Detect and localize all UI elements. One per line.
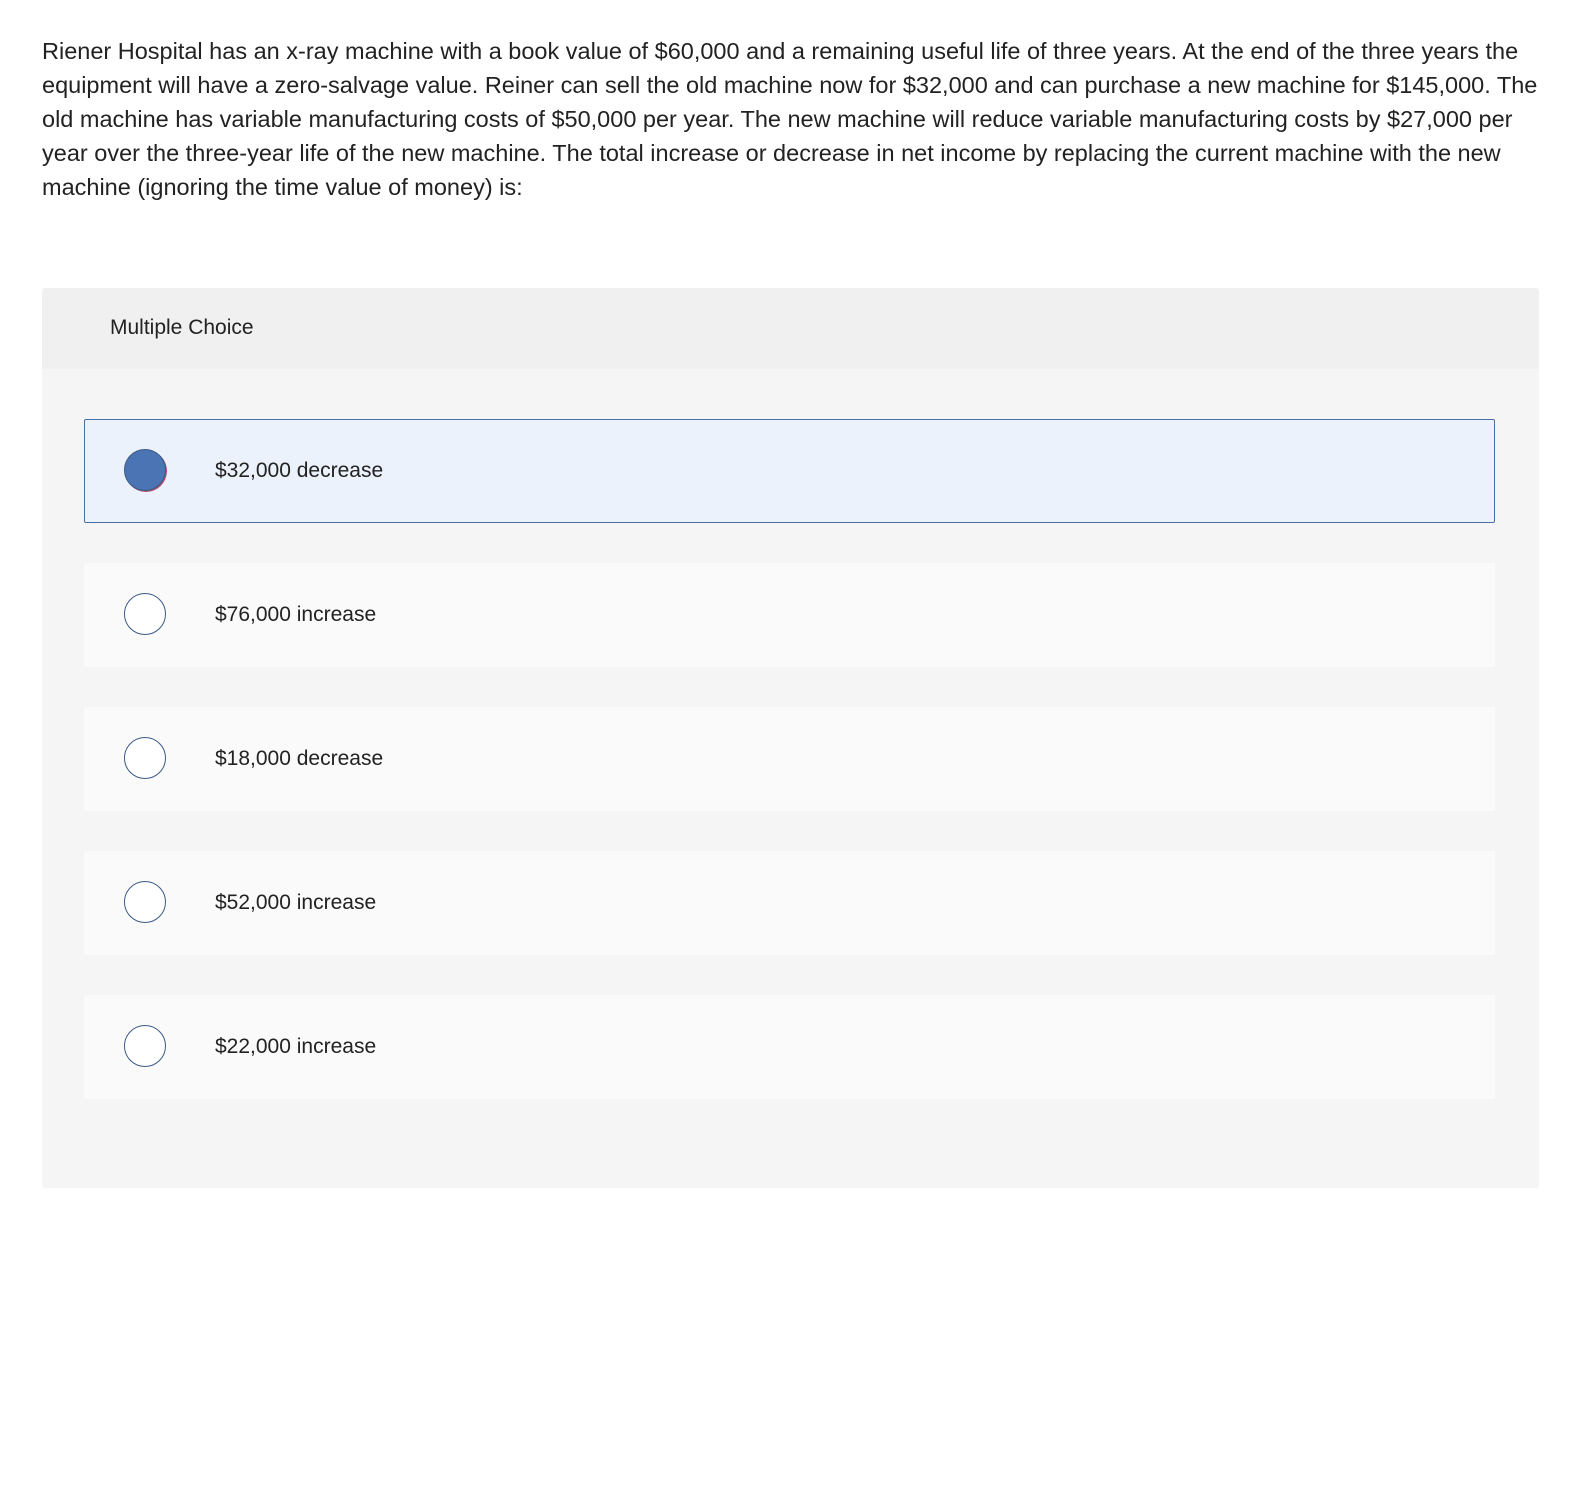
radio-button[interactable] [124,737,166,779]
choice-label: $18,000 decrease [215,747,384,770]
multiple-choice-header-label: Multiple Choice [110,316,254,339]
choice-option[interactable] [84,707,1495,811]
choice-label: $22,000 increase [215,1035,377,1058]
radio-button[interactable] [124,881,166,923]
question-text: Riener Hospital has an x-ray machine with a book value of $60,000 and a remaining useful life of three years. At the end of the three years the equipment will have a zero-salvage value. Reiner can sell the old machine now for $32,000 and can purchase a new machine for $145,000. The old machine has variable manufacturing costs of $50,000 per year. The new machine will reduce variable manufacturing costs by $27,000 per year over the three-year life of the new machine. The total increase or decrease in net income by replacing the current machine with the new machine (ignoring the time value of money) is: [42,38,1538,200]
choice-option[interactable] [84,419,1495,523]
choice-label: $76,000 increase [215,603,377,626]
choice-label: $32,000 decrease [215,459,384,482]
radio-button-selected[interactable] [124,449,166,491]
multiple-choice-header [42,288,1539,369]
choice-option[interactable] [84,995,1495,1099]
choice-option[interactable] [84,563,1495,667]
choice-list [84,419,1495,1139]
radio-button[interactable] [124,593,166,635]
radio-button[interactable] [124,1025,166,1067]
multiple-choice-panel [42,288,1539,1188]
choice-label: $52,000 increase [215,891,377,914]
choice-option[interactable] [84,851,1495,955]
